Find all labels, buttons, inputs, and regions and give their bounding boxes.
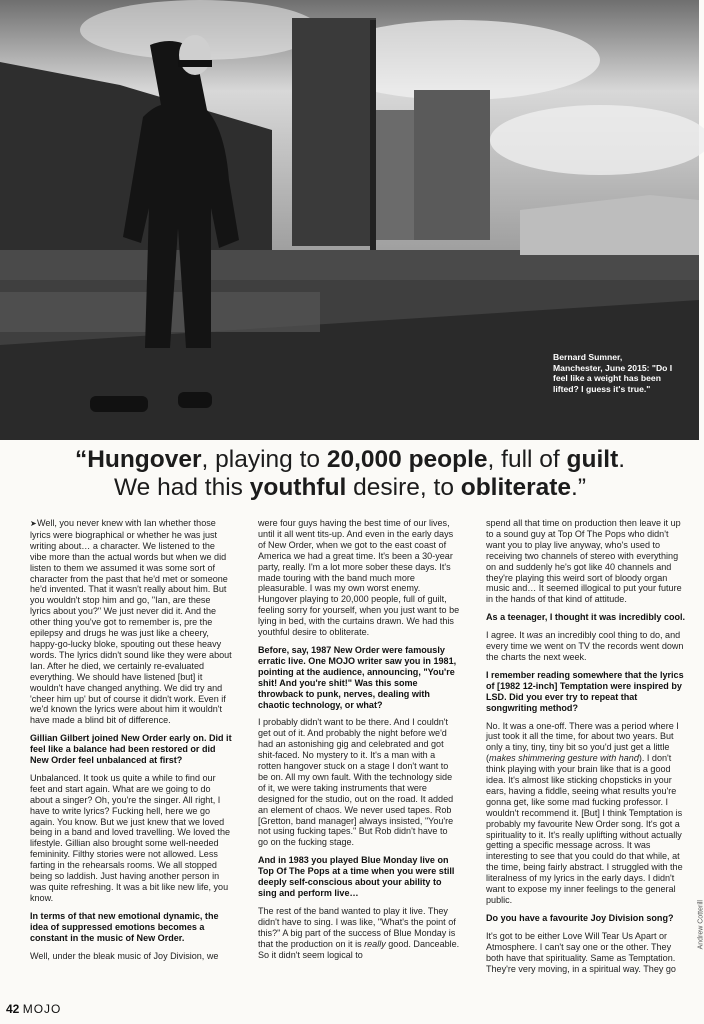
paragraph <box>486 721 688 906</box>
pq-word: youthful <box>249 474 347 501</box>
paragraph <box>486 630 688 663</box>
start-marker-icon: ➤ <box>30 519 37 528</box>
question: In terms of that new emotional dynamic, the idea of suppressed emotions becomes a constant in the music of New Order. <box>30 910 219 943</box>
pq-word: guilt <box>566 446 619 473</box>
paragraph <box>30 518 232 726</box>
photo-credit: Andrew Cotterill <box>697 900 704 950</box>
pq-text: , playing to <box>201 446 327 473</box>
pull-quote <box>24 446 676 502</box>
paragraph-text: an incredibly cool thing to do, and every time we went on TV the records went down the charts the next week. <box>486 630 684 662</box>
article-body <box>30 518 686 988</box>
question: I remember reading somewhere that the lyrics of [1982 12-inch] Temptation were inspired by LSD. Did you ever try to repeat that songwriting method? <box>486 669 684 713</box>
question: Do you have a favourite Joy Division song? <box>486 912 674 923</box>
photo-bernard-sumner <box>0 0 699 440</box>
paragraph-text: I agree. It <box>486 630 527 641</box>
pq-text: , full of <box>487 446 567 473</box>
paragraph: I probably didn't want to be there. And I couldn't get out of it. And probably the night before we'd had an astonishing gig and celebrated and got shit-faced. No mystery to it. It's a man with a rotten hangover stuck on a stage I don't want to be on. All my own fault. With the technology side of it, we were taking instruments that were designed for the studio, out on the road. It added an element of chaos. We never used tapes. Rob [Gretton, band manager] always insisted, "You're not using fucking tapes." But Rob didn't have to go on the fucking stage. <box>258 717 454 848</box>
paragraph: were four guys having the best time of our lives, until it all went tits-up. And even in the early days of New Order, when we got to the east coast of America we had a great time. It's been a 30-year party, really. I'm a lot more sober these days. It's made touring with the band much more pleasurable. I was my own worst enemy. Hungover playing to 20,000 people, full of guilt, feeling sorry for yourself, when you just want to be lying in bed, with the curtains drawn. We had this youthful desire to obliterate. <box>258 518 460 638</box>
paragraph-text: Well, you never knew with Ian whether those lyrics were biographical or whether he was just writing about… a character. We listened to the vibe more than the actual words but when we did listen to them we assumed it was some sort of character from the past that he'd met or someone he'd invented. That it wasn't really about him. But you wouldn't stop him and go, "Ian, are these lyrics about you?" We just never did it. And the other thing you've got to remember is, pre the epilepsy and drugs he was just like a cheery, happy-go-lucky bloke, spouting out these heavy words. The lyrics didn't sound like they were about Ian. After he died, we certainly re-evaluated everything. We should have listened [but] it wouldn't have changed anything. We did try and 'cheer him up' but of course it didn't work. Even if we'd known the lyrics were about him it wouldn't have made a blind bit of difference. <box>30 518 232 726</box>
pq-word: 20,000 people <box>326 446 488 473</box>
emphasis: was <box>526 630 543 641</box>
paragraph-text: The rest of the band wanted to play it live. They didn't have to sing. I was like, "What's the point of this?" A big part of the success of Blue Monday is that the production on it is <box>258 905 456 949</box>
caption-text: Manchester, June 2015: "Do I feel like a weight has been lifted? I guess it's true." <box>553 362 673 394</box>
paragraph: Unbalanced. It took us quite a while to find our feet and start again. What are we going to do about a singer? Oh, you're the singer. All right, I have to write lyrics? Fucking hell, here we go again. You know. But we just knew that we loved being in a band and loved travelling. We loved the lifestyle. Gillian also brought some well-needed femininity. Filthy stories were not allowed. Less farting in the rehearsals rooms. We all stopped being so laddish. Just having another person in was quite refreshing. It was a bit like new life, you know. <box>30 772 231 903</box>
column-3 <box>486 518 688 981</box>
pq-word: “Hungover <box>74 446 202 473</box>
column-2 <box>258 518 460 967</box>
paragraph <box>258 906 460 961</box>
photo-caption <box>553 352 685 394</box>
emphasis: makes shimmering gesture with hand <box>489 753 639 764</box>
paragraph-text: No. It was a one-off. There was a period where I just took it all the time, for about two years. But only a tiny, tiny, tiny bit so you'd just get a little ( <box>486 720 679 764</box>
question: As a teenager, I thought it was incredibly cool. <box>486 612 686 623</box>
page-number: 42 <box>6 1002 20 1016</box>
paragraph: Well, under the bleak music of Joy Division, we <box>30 950 219 961</box>
magazine-name: MOJO <box>22 1002 62 1016</box>
paragraph: It's got to be either Love Will Tear Us Apart or Atmosphere. I can't say one or the other. They both have that spirituality. Same as Temptation. They're very moving, in a spiritual way. They go <box>486 930 676 974</box>
question: Gillian Gilbert joined New Order early on. Did it feel like a balance had been restored or did New Order feel unbalanced at first? <box>30 733 232 766</box>
pq-text: desire, to <box>346 474 461 501</box>
paragraph: spend all that time on production then leave it up to a sound guy at Top Of The Pops who didn't want you to play live anyway, who's used to receiving two channels of stereo with everything on and suddenly he's got like 40 channels and they're playing this weird sort of bloody organ music and… It seemed illogical to put your future in the hands of that kind of attitude. <box>486 518 682 605</box>
emphasis: really <box>364 938 386 949</box>
question: Before, say, 1987 New Order were famously erratic live. One MOJO writer saw you in 1981, pointing at the audience, announcing, "You're shit! And you're shit!" Was this some throwback to punk, nerves, dealing with chaotic technology, or what? <box>258 644 457 710</box>
paragraph-text: good. Danceable. So it didn't seem logical to <box>258 938 460 960</box>
pq-word: obliterate <box>460 474 572 501</box>
column-1 <box>30 518 232 968</box>
pq-text: . <box>618 446 626 473</box>
question: And in 1983 you played Blue Monday live on Top Of The Pops at a time when you were still deeply self-conscious about your ability to sing and perform live… <box>258 855 455 898</box>
caption-name: Bernard Sumner, <box>553 352 623 362</box>
pq-text: .” <box>571 474 586 501</box>
paragraph-text: ). I don't think playing with your brain like that is a good idea. It's almost like sticking chopsticks in your ears, having a fiddle, seeing what results you're gonna get, like some mad fucking professor. I wouldn't recommend it. [But] I think Temptation is probably my favourite New Order song. It's got a spirituality to it. It's really uplifting without actually getting a specific message across. It was interesting to see that you could do that while, at the time, being fairly abstract. I struggled with the literalness of my lyrics in the early days. I didn't want to expose my inner feelings to the general public. <box>486 753 683 905</box>
page-footer <box>6 1002 61 1016</box>
pq-text: We had this <box>114 474 250 501</box>
